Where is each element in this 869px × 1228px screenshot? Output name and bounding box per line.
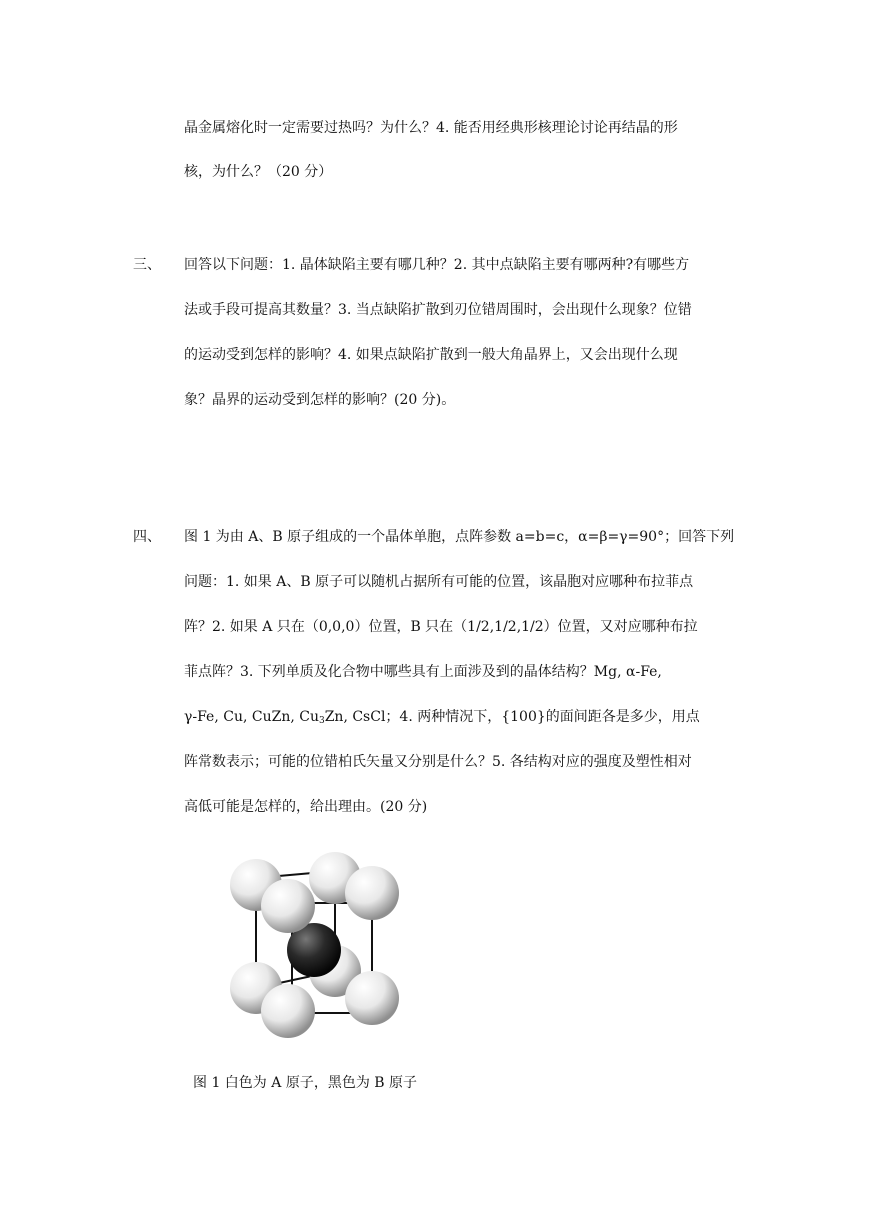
line5-text-pre: γ-Fe, Cu, CuZn, Cu bbox=[184, 709, 319, 725]
atom-a-front-top-left bbox=[261, 879, 315, 933]
section4-line-6: 阵常数表示；可能的位错柏氏矢量又分别是什么？5. 各结构对应的强度及塑性相对 bbox=[184, 754, 692, 770]
section3-line-1: 回答以下问题：1. 晶体缺陷主要有哪几种？2. 其中点缺陷主要有哪两种?有哪些方 bbox=[184, 257, 690, 273]
section3-line-2: 法或手段可提高其数量？3. 当点缺陷扩散到刃位错周围时，会出现什么现象？位错 bbox=[184, 302, 692, 318]
atom-a-front-bottom-right bbox=[345, 971, 399, 1025]
section4-line-4: 菲点阵？3. 下列单质及化合物中哪些具有上面涉及到的晶体结构？Mg, α-Fe, bbox=[184, 664, 662, 680]
atom-a-front-top-right bbox=[345, 866, 399, 920]
section3-line-4: 象？晶界的运动受到怎样的影响？(20 分)。 bbox=[184, 392, 456, 408]
line5-subscript: 3 bbox=[318, 716, 325, 726]
section4-line-1: 图 1 为由 A、B 原子组成的一个晶体单胞，点阵参数 a=b=c，α=β=γ=90°；回答下列 bbox=[184, 529, 735, 545]
atom-a-front-bottom-left bbox=[261, 984, 315, 1038]
line5-text-post: Zn, CsCl；4. 两种情况下，{100}的面间距各是多少，用点 bbox=[324, 709, 700, 725]
section3-line-3: 的运动受到怎样的影响？4. 如果点缺陷扩散到一般大角晶界上，又会出现什么现 bbox=[184, 347, 678, 363]
section4-line-3: 阵？2. 如果 A 只在（0,0,0）位置，B 只在（1/2,1/2,1/2）位置，又对应哪种布拉 bbox=[184, 619, 698, 635]
unit-cell-diagram bbox=[222, 843, 412, 1053]
section2-line-2: 核，为什么？（20 分） bbox=[184, 164, 333, 180]
figure-caption: 图 1 白色为 A 原子，黑色为 B 原子 bbox=[193, 1075, 418, 1091]
section4-line-2: 问题：1. 如果 A、B 原子可以随机占据所有可能的位置，该晶胞对应哪种布拉菲点 bbox=[184, 574, 694, 590]
section4-line-5 bbox=[184, 707, 700, 731]
section4-line-7: 高低可能是怎样的，给出理由。(20 分) bbox=[184, 799, 428, 815]
section3-number: 三、 bbox=[133, 257, 161, 273]
section4-number: 四、 bbox=[133, 529, 161, 545]
unit-cell-figure bbox=[222, 843, 412, 1053]
section2-line-1: 晶金属熔化时一定需要过热吗？为什么？4. 能否用经典形核理论讨论再结晶的形 bbox=[184, 120, 678, 136]
